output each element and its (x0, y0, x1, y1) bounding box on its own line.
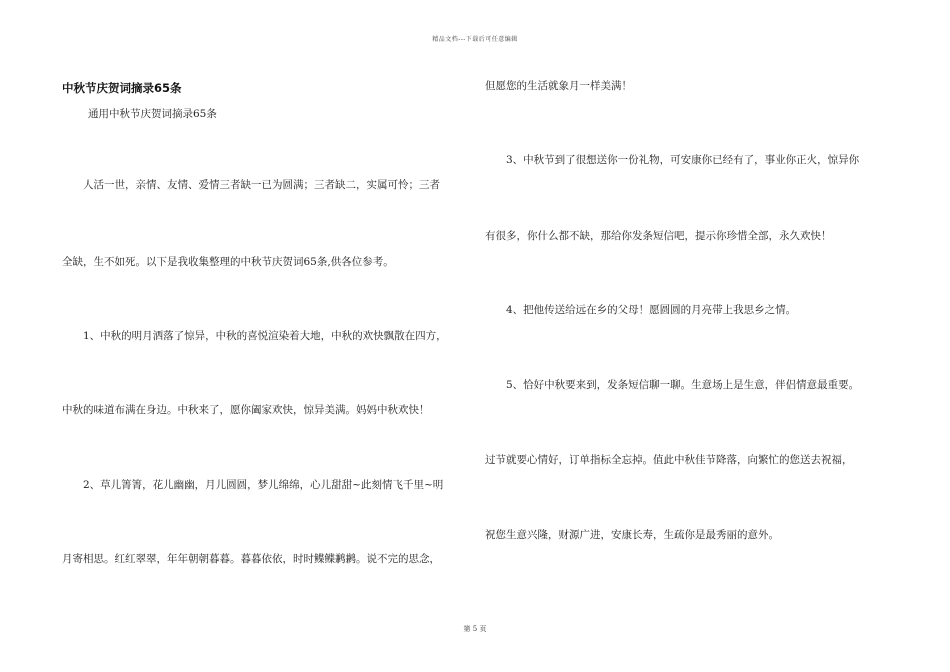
document-subtitle: 通用中秋节庆贺词摘录65条 (88, 108, 217, 120)
paragraph-line: 2、草儿箐箐，花儿幽幽，月儿圆圆，梦儿绵绵，心儿甜甜~此刻情飞千里~明 (83, 479, 444, 491)
page-header: 精品文档---下载后可任意编辑 (432, 36, 518, 43)
paragraph-line: 但愿您的生活就象月一样美满！ (485, 80, 632, 92)
paragraph-line: 中秋的味道布满在身边。中秋来了，愿你阖家欢快，惊异美满。妈妈中秋欢快！ (62, 404, 430, 416)
paragraph-line: 过节就要心情好，订单指标全忘掉。值此中秋佳节降落，向繁忙的您送去祝福， (485, 454, 853, 466)
paragraph-line: 有很多，你什么都不缺，那给你发条短信吧，提示你珍惜全部，永久欢快！ (485, 230, 832, 242)
paragraph-line: 3、中秋节到了很想送你一份礼物，可安康你已经有了，事业你正火，惊异你 (506, 154, 860, 166)
paragraph-line: 1、中秋的明月洒落了惊异，中秋的喜悦渲染着大地，中秋的欢快飘散在四方， (83, 330, 447, 342)
paragraph-line: 4、把他传送给远在乡的父母！愿圆圆的月亮带上我思乡之情。 (506, 304, 797, 316)
paragraph-line: 祝您生意兴隆，财源广进，安康长寿，生疏你是最秀丽的意外。 (485, 529, 779, 541)
paragraph-line: 全缺，生不如死。以下是我收集整理的中秋节庆贺词65条,供各位参考。 (62, 256, 394, 268)
document-title: 中秋节庆贺词摘录65条 (62, 81, 182, 95)
paragraph-line: 人活一世，亲情、友情、爱情三者缺一已为圆满；三者缺二，实属可怜；三者 (83, 179, 440, 191)
paragraph-line: 5、恰好中秋要来到，发条短信聊一聊。生意场上是生意，伴侣情意最重要。 (506, 379, 860, 391)
page-number: 第 5 页 (463, 625, 487, 633)
paragraph-line: 月寄相思。红红翠翠，年年朝朝暮暮。暮暮依依，时时鲽鲽鹣鹣。说不完的思念， (62, 553, 440, 565)
